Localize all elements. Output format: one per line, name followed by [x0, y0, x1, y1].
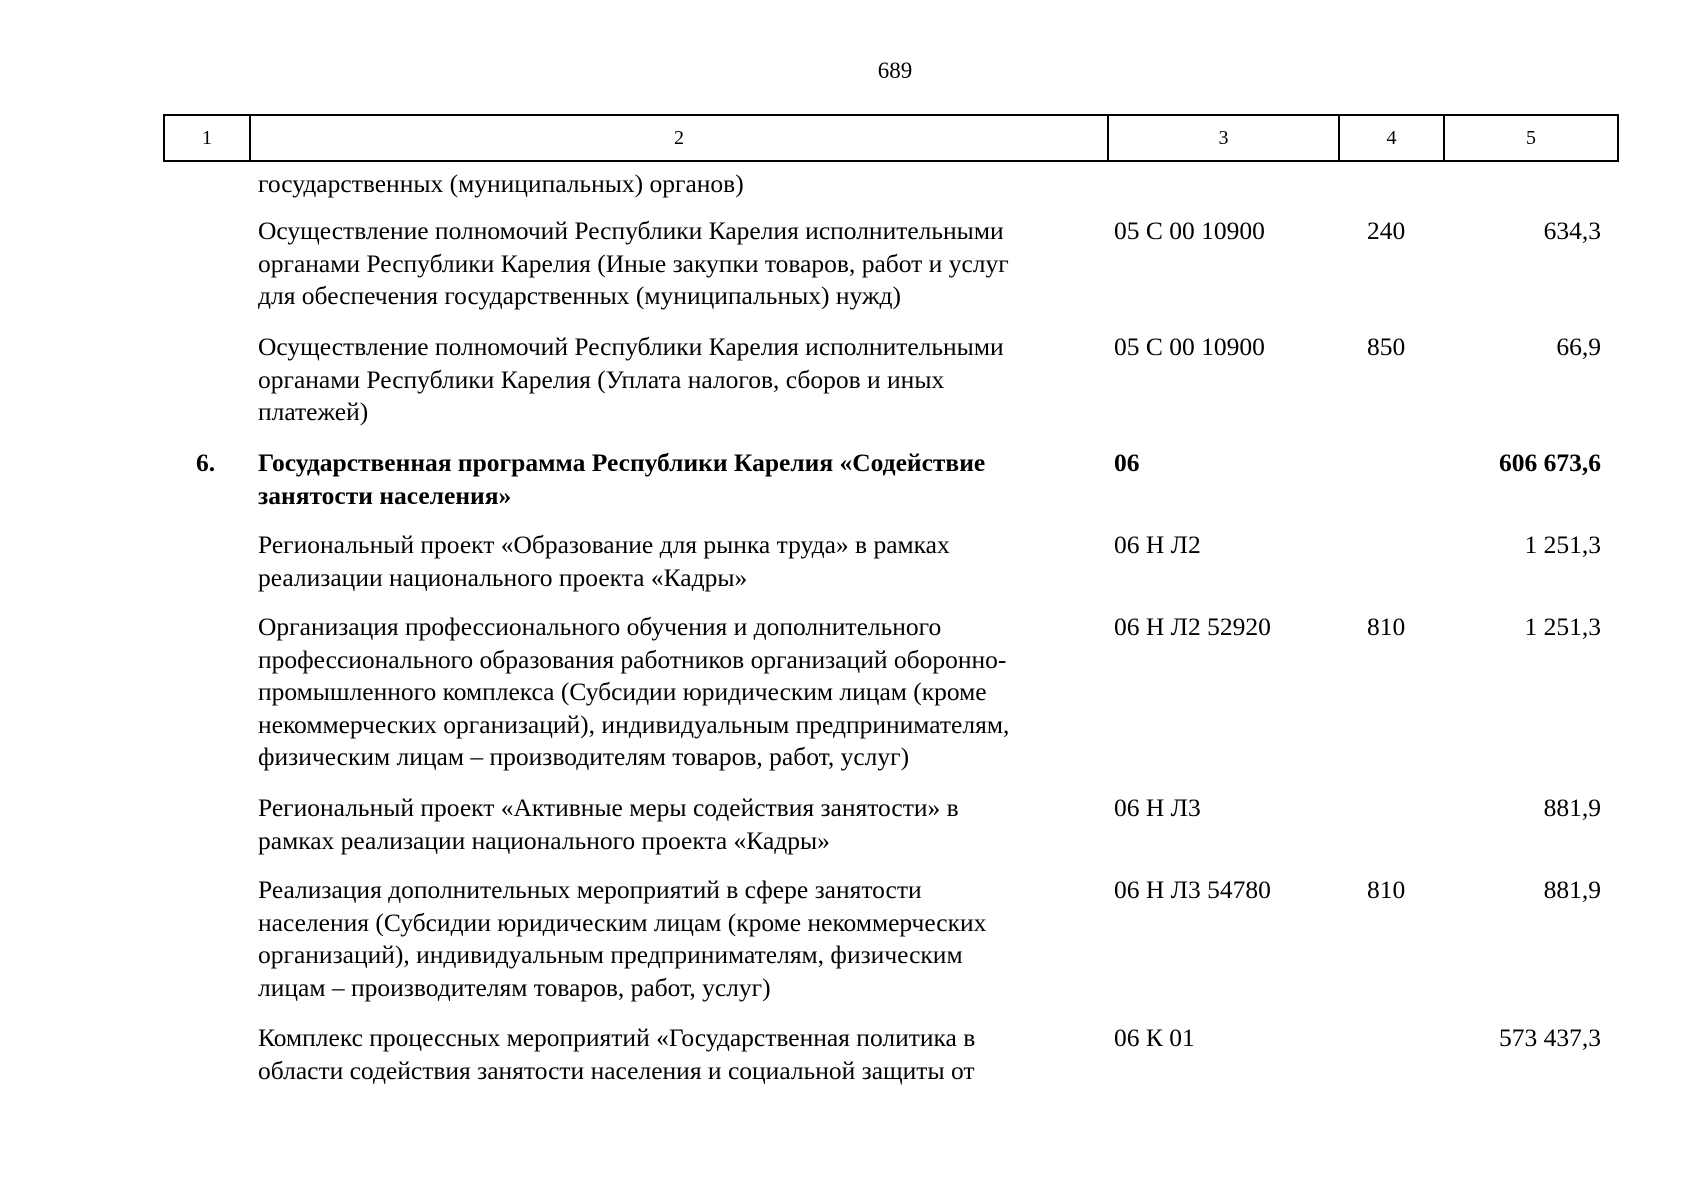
column-header-row	[164, 115, 1618, 161]
row-description: Организация профессионального обучения и дополнительного профессионального образования работников организаций оборонно- промышленного комплекса (Субсидии юридическим лицам (кроме некоммерческих организаций), индивидуальным предпринимателям, физическим лицам – производителям товаров, работ, услуг)	[258, 612, 1010, 771]
column-header-3: 3	[1108, 115, 1339, 161]
row-amount: 1 251,3	[1524, 612, 1601, 641]
table-row	[0, 611, 1697, 792]
table-row	[0, 1022, 1697, 1092]
table-row	[0, 874, 1697, 1022]
row-expense-type: 810	[1367, 875, 1406, 904]
table-row	[0, 331, 1697, 447]
row-amount: 881,9	[1543, 875, 1601, 904]
table-row	[0, 215, 1697, 331]
row-code: 06 Н Л2	[1114, 530, 1201, 559]
column-header-2: 2	[250, 115, 1108, 161]
row-code: 06	[1114, 448, 1140, 477]
row-description: Государственная программа Республики Карелия «Содействие занятости населения»	[258, 448, 986, 510]
row-amount: 606 673,6	[1499, 448, 1601, 477]
row-number: 6.	[196, 448, 216, 477]
row-code: 06 Н Л3	[1114, 793, 1201, 822]
column-header-table	[163, 114, 1619, 162]
row-description: Региональный проект «Активные меры содействия занятости» в рамках реализации национального проекта «Кадры»	[258, 793, 959, 855]
table-row-program	[0, 447, 1697, 529]
row-description: Региональный проект «Образование для рынка труда» в рамках реализации национального проекта «Кадры»	[258, 530, 950, 592]
row-code: 06 К 01	[1114, 1023, 1195, 1052]
row-code: 05 С 00 10900	[1114, 216, 1265, 245]
table-row	[0, 792, 1697, 874]
row-amount: 573 437,3	[1499, 1023, 1601, 1052]
row-description: Комплекс процессных мероприятий «Государственная политика в области содействия занятости населения и социальной защиты от	[258, 1023, 976, 1085]
column-header-4: 4	[1339, 115, 1444, 161]
row-expense-type: 240	[1367, 216, 1406, 245]
table-row	[0, 168, 1697, 215]
row-expense-type: 810	[1367, 612, 1406, 641]
row-amount: 634,3	[1543, 216, 1601, 245]
row-code: 06 Н Л2 52920	[1114, 612, 1271, 641]
page-number: 689	[877, 58, 913, 83]
row-amount: 1 251,3	[1524, 530, 1601, 559]
row-description: Реализация дополнительных мероприятий в сфере занятости населения (Субсидии юридическим лицам (кроме некоммерческих организаций), индивидуальным предпринимателям, физическим лицам – производителям товаров, работ, услуг)	[258, 875, 987, 1002]
column-header-1: 1	[164, 115, 250, 161]
row-amount: 66,9	[1556, 332, 1601, 361]
row-description: государственных (муниципальных) органов)	[258, 169, 744, 198]
row-amount: 881,9	[1543, 793, 1601, 822]
row-code: 05 С 00 10900	[1114, 332, 1265, 361]
table-row	[0, 529, 1697, 611]
column-header-5: 5	[1444, 115, 1618, 161]
row-expense-type: 850	[1367, 332, 1406, 361]
budget-rows	[0, 168, 1697, 1092]
row-description: Осуществление полномочий Республики Карелия исполнительными органами Республики Карелия (Иные закупки товаров, работ и услуг для обеспечения государственных (муниципальных) нужд)	[258, 216, 1009, 310]
row-code: 06 Н Л3 54780	[1114, 875, 1271, 904]
row-description: Осуществление полномочий Республики Карелия исполнительными органами Республики Карелия (Уплата налогов, сборов и иных платежей)	[258, 332, 1004, 426]
